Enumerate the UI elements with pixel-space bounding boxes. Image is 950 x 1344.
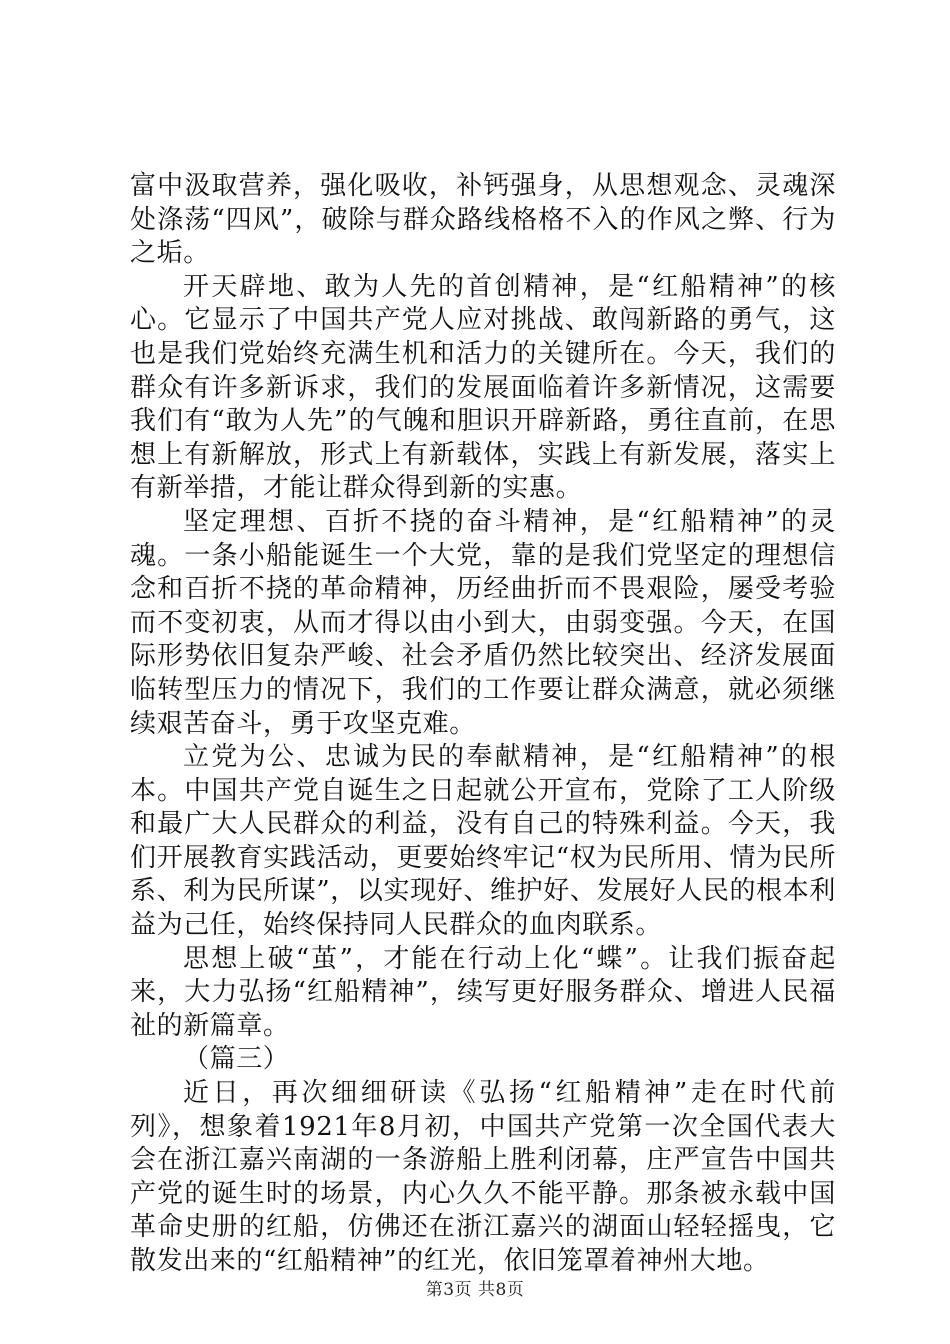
paragraph-striving-spirit: 坚定理想、百折不挠的奋斗精神，是“红船精神”的灵魂。一条小船能诞生一个大党，靠的是我们党坚定的理想信念和百折不挠的革命精神，历经曲折而不畏艰险，屡受考验而不变初衷，从而才得以由小到大，由弱变强。今天，在国际形势依旧复杂严峻、社会矛盾仍然比较突出、经济发展面临转型压力的情况下，我们的工作要让群众满意，就必须继续艰苦奋斗，勇于攻坚克难。 — [130, 506, 836, 739]
paragraph-part-three: 近日，再次细细研读《弘扬“红船精神”走在时代前列》，想象着1921年8月初，中国共产党第一次全国代表大会在浙江嘉兴南湖的一条游船上胜利闭幕，庄严宣告中国共产党的诞生时的场景，内心久久不能平静。那条被永载中国革命史册的红船，仿佛还在浙江嘉兴的湖面山轻轻摇曳，它散发出来的“红船精神”的红光，依旧笼罩着神州大地。 — [130, 1078, 836, 1276]
page-number-footer: 第3页 共8页 — [425, 1280, 525, 1300]
paragraph-conclusion: 思想上破“茧”，才能在行动上化“蝶”。让我们振奋起来，大力弘扬“红船精神”，续写更好服务群众、增进人民福祉的新篇章。 — [130, 943, 836, 1041]
paragraph-pioneering-spirit: 开天辟地、敢为人先的首创精神，是“红船精神”的核心。它显示了中国共产党人应对挑战、敢闯新路的勇气，这也是我们党始终充满生机和活力的关键所在。今天，我们的群众有许多新诉求，我们的发展面临着许多新情况，这需要我们有“敢为人先”的气魄和胆识开辟新路，勇往直前，在思想上有新解放，形式上有新载体，实践上有新发展，落实上有新举措，才能让群众得到新的实惠。 — [130, 271, 836, 504]
section-heading: （篇三） — [183, 1044, 290, 1075]
paragraph-continued: 富中汲取营养，强化吸收，补钙强身，从思想观念、灵魂深处涤荡“四风”，破除与群众路线格格不入的作风之弊、行为之垢。 — [130, 171, 836, 269]
document-body — [130, 170, 836, 1279]
paragraph-dedication-spirit: 立党为公、忠诚为民的奉献精神，是“红船精神”的根本。中国共产党自诞生之日起就公开宣布，党除了工人阶级和最广大人民群众的利益，没有自己的特殊利益。今天，我们开展教育实践活动，更要始终牢记“权为民所用、情为民所系、利为民所谋”，以实现好、维护好、发展好人民的根本利益为己任，始终保持同人民群众的血肉联系。 — [130, 742, 836, 941]
